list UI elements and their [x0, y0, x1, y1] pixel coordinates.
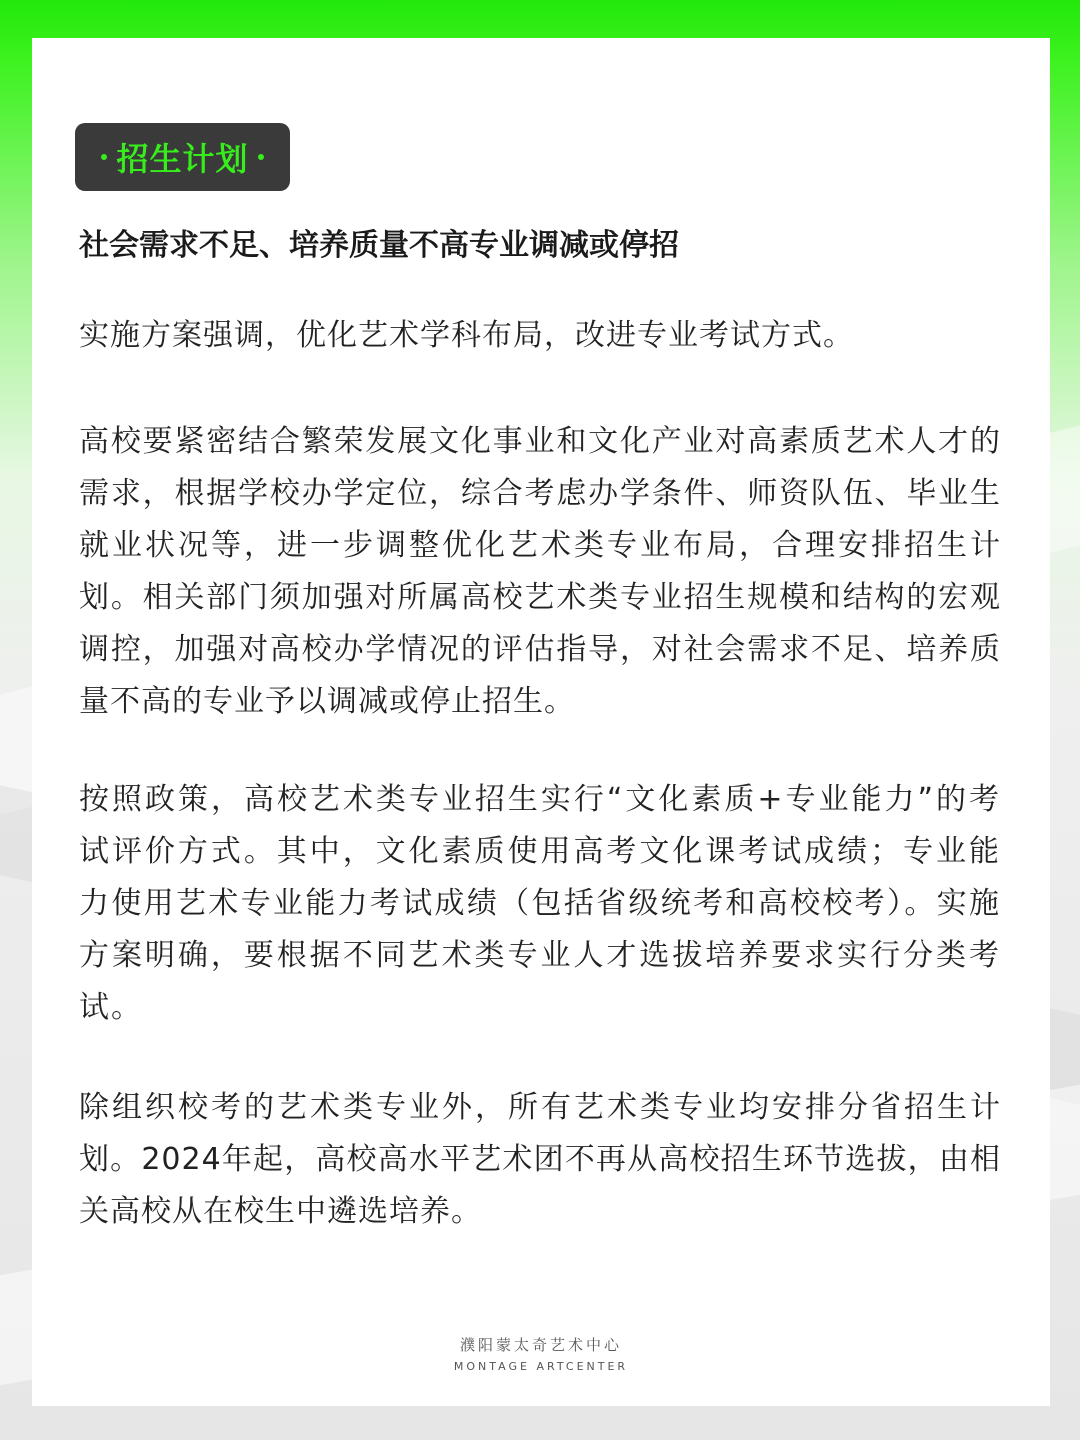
section-badge — [75, 123, 290, 191]
footer-name-cn: 濮阳蒙太奇艺术中心 — [459, 1336, 622, 1354]
paragraph-3: 按照政策，高校艺术类专业招生实行“文化素质+专业能力”的考试评价方式。其中，文化素质使用高考文化课考试成绩；专业能力使用艺术专业能力考试成绩（包括省级统考和高校校考）。实施方案明确，要根据不同艺术类专业人才选拔培养要求实行分类考试。 — [79, 782, 1001, 1025]
footer-brand — [32, 1334, 1050, 1376]
badge-title: 招生计划 — [116, 140, 249, 178]
article-heading: 社会需求不足、培养质量不高专业调减或停招 — [79, 228, 679, 263]
paragraph-2: 高校要紧密结合繁荣发展文化事业和文化产业对高素质艺术人才的需求，根据学校办学定位，综合考虑办学条件、师资队伍、毕业生就业状况等，进一步调整优化艺术类专业布局，合理安排招生计划。相关部门须加强对所属高校艺术类专业招生规模和结构的宏观调控，加强对高校办学情况的评估指导，对社会需求不足、培养质量不高的专业予以调减或停止招生。 — [79, 424, 1001, 719]
badge-dot-left-icon — [101, 154, 107, 160]
footer-name-en: MONTAGE ARTCENTER — [453, 1360, 629, 1373]
badge-dot-right-icon — [258, 154, 264, 160]
paragraph-4: 除组织校考的艺术类专业外，所有艺术类专业均安排分省招生计划。2024年起，高校高水平艺术团不再从高校招生环节选拔，由相关高校从在校生中遴选培养。 — [79, 1090, 1001, 1229]
paragraph-1: 实施方案强调，优化艺术学科布局，改进专业考试方式。 — [79, 318, 854, 353]
content-card — [32, 38, 1050, 1406]
